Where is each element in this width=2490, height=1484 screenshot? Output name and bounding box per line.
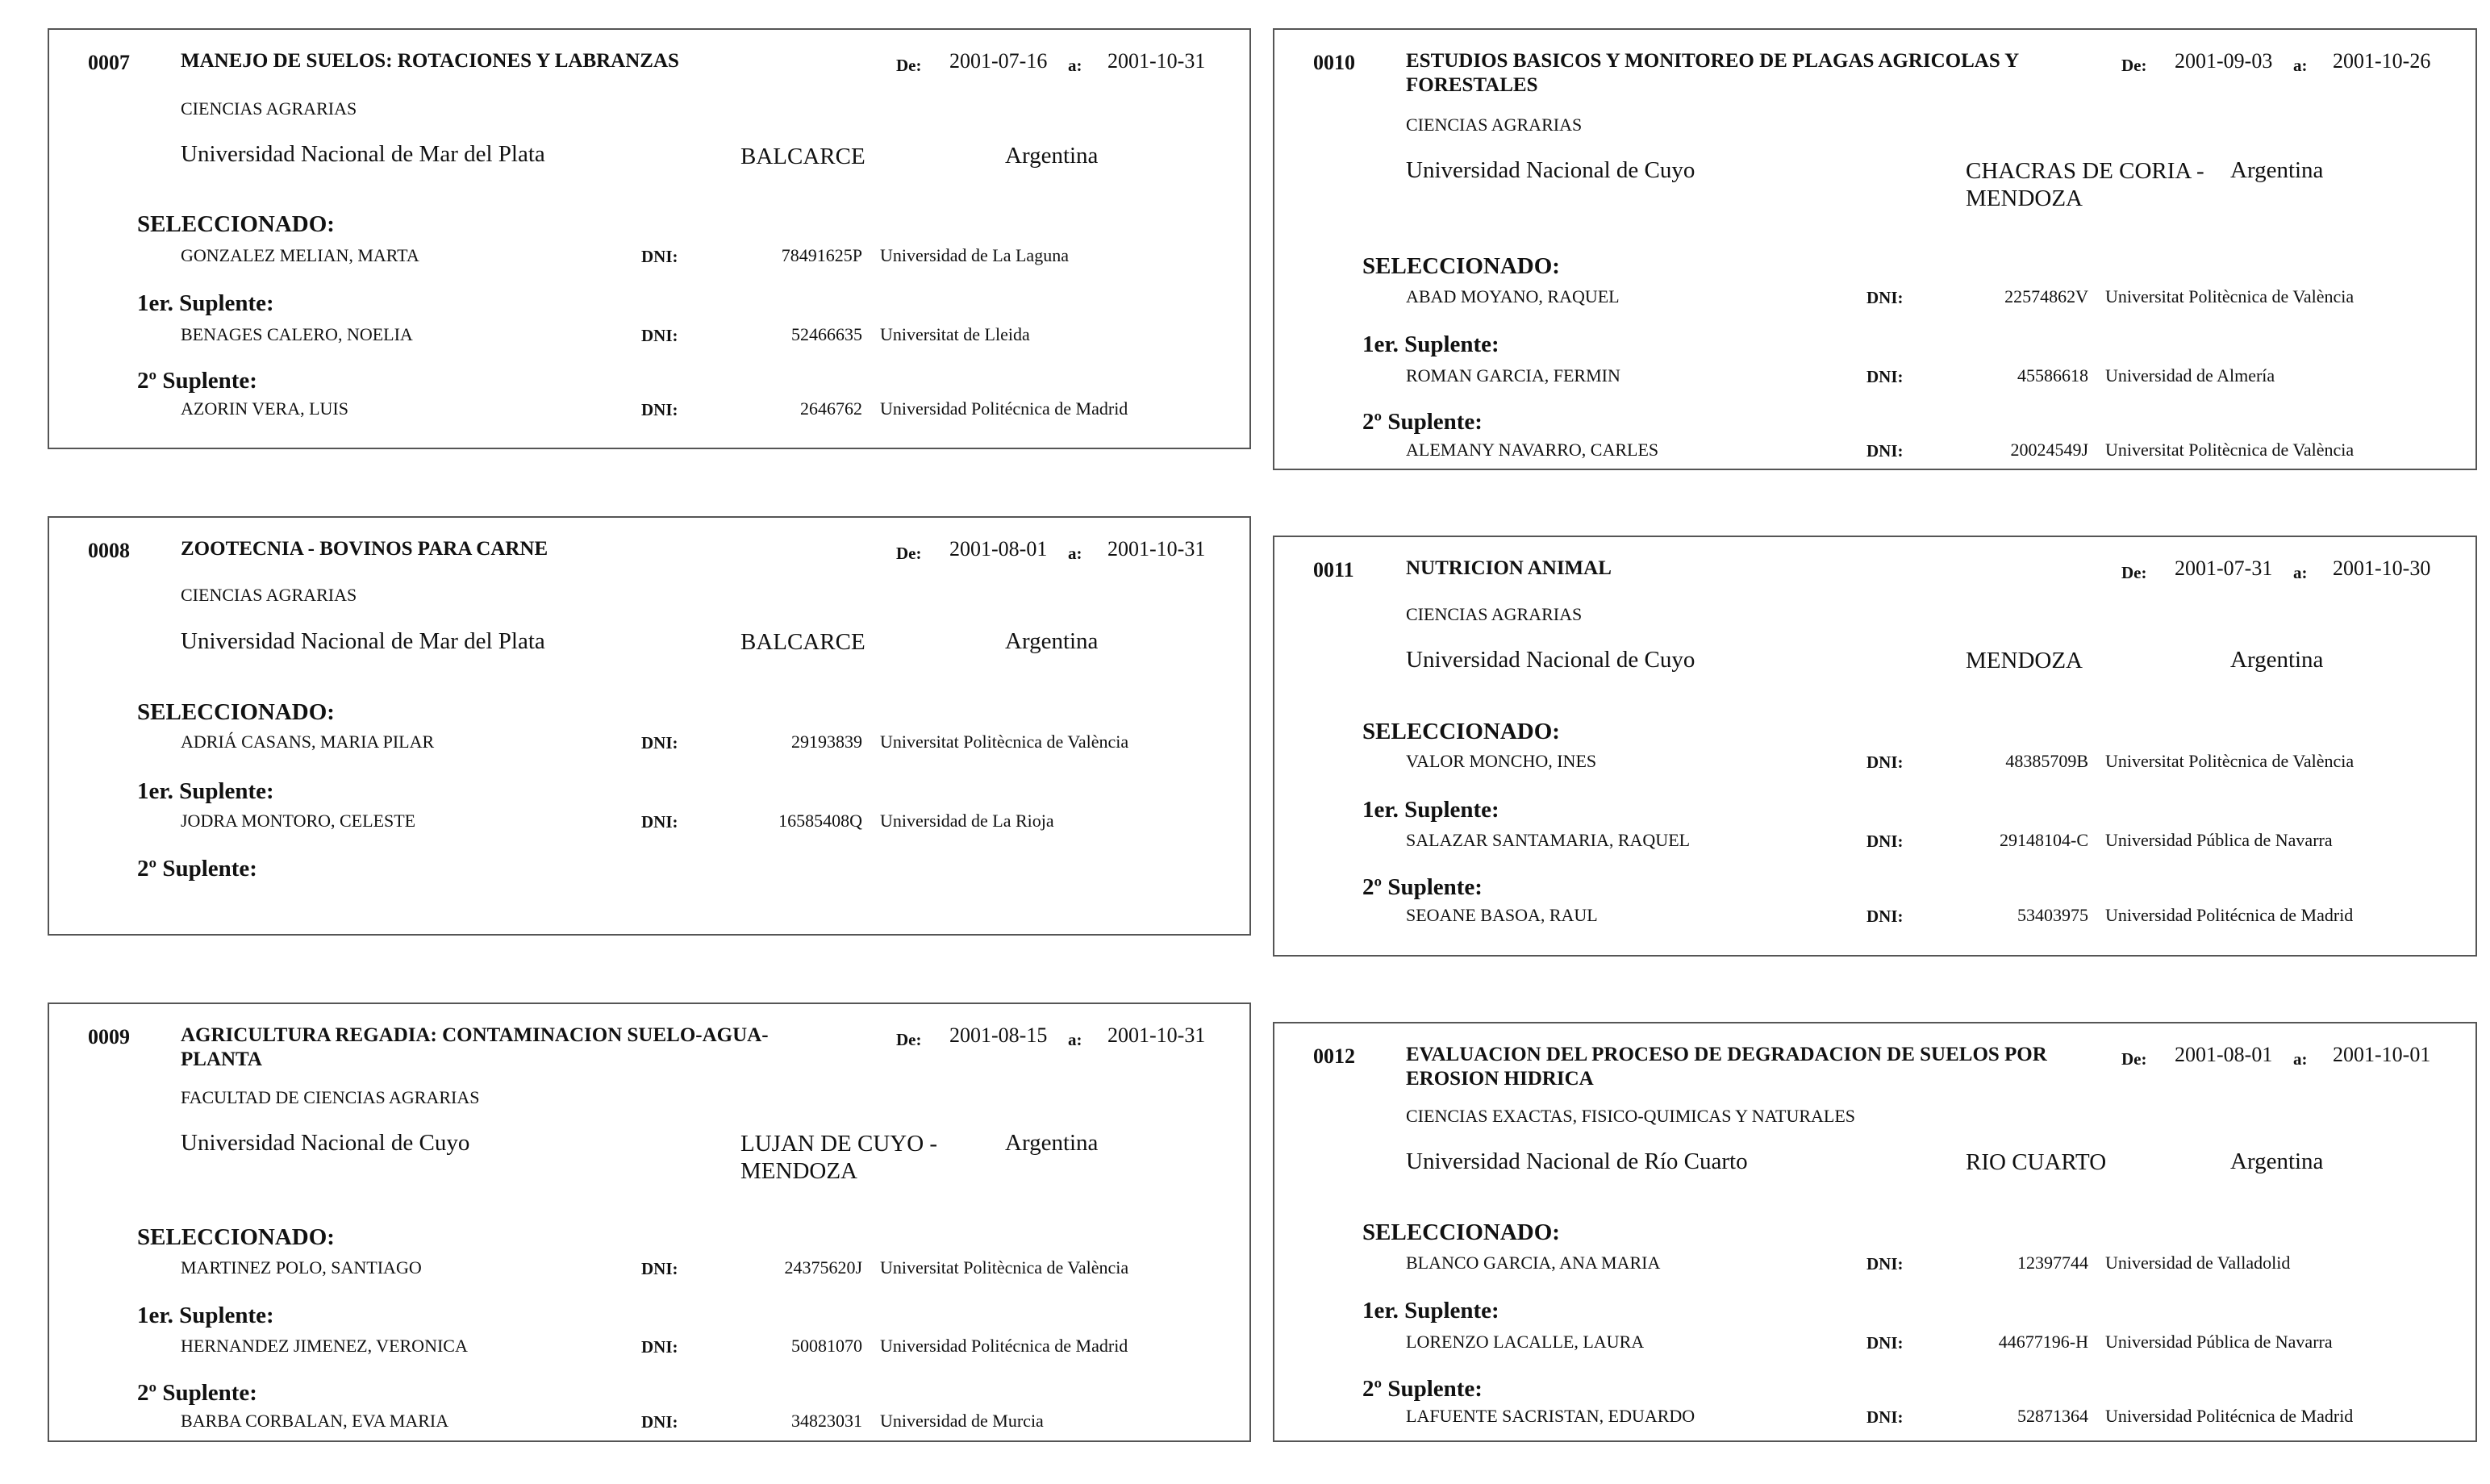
selected-name: GONZALEZ MELIAN, MARTA — [181, 245, 419, 265]
suplente2-university: Universidad Politécnica de Madrid — [2105, 1406, 2354, 1426]
date-from: 2001-08-15 — [949, 1023, 1048, 1047]
suplente1-university: Universidad de Almería — [2105, 365, 2275, 386]
host-university: Universidad Nacional de Cuyo — [1406, 647, 1695, 673]
suplente1-dni: 16585408Q — [778, 811, 862, 831]
faculty: CIENCIAS EXACTAS, FISICO-QUIMICAS Y NATURALES — [1406, 1106, 1856, 1126]
selected-dni: 22574862V — [2004, 286, 2088, 306]
country: Argentina — [1005, 143, 1099, 169]
suplente2-heading: 2º Suplente: — [137, 368, 257, 394]
faculty: FACULTAD DE CIENCIAS AGRARIAS — [181, 1087, 480, 1107]
suplente1-heading: 1er. Suplente: — [137, 290, 274, 316]
host-university: Universidad Nacional de Mar del Plata — [181, 628, 545, 654]
suplente2-dni: 2646762 — [800, 398, 862, 419]
dni-label: DNI: — [1866, 752, 1904, 772]
dni-label: DNI: — [1866, 441, 1904, 461]
suplente1-heading: 1er. Suplente: — [1362, 797, 1499, 823]
date-from: 2001-07-16 — [949, 49, 1048, 73]
suplente2-dni: 53403975 — [2017, 905, 2088, 925]
host-university: Universidad Nacional de Mar del Plata — [181, 141, 545, 167]
suplente1-university: Universitat de Lleida — [880, 324, 1030, 344]
selected-university: Universitat Politècnica de València — [880, 1257, 1129, 1278]
date-from-label: De: — [896, 1030, 922, 1049]
date-to-label: a: — [1068, 544, 1082, 563]
selected-heading: SELECCIONADO: — [1362, 1219, 1560, 1245]
suplente1-dni: 45586618 — [2017, 365, 2088, 386]
host-university: Universidad Nacional de Cuyo — [1406, 157, 1695, 183]
suplente2-heading: 2º Suplente: — [137, 1380, 257, 1406]
date-to-label: a: — [2293, 56, 2308, 75]
suplente1-university: Universidad Pública de Navarra — [2105, 1332, 2333, 1352]
project-title: ZOOTECNIA - BOVINOS PARA CARNE — [181, 538, 548, 560]
project-code: 0012 — [1313, 1044, 1355, 1068]
date-to-label: a: — [2293, 1049, 2308, 1069]
host-university: Universidad Nacional de Cuyo — [181, 1130, 470, 1156]
selected-heading: SELECCIONADO: — [137, 1224, 335, 1250]
date-from-label: De: — [2121, 56, 2147, 75]
selected-name: BLANCO GARCIA, ANA MARIA — [1406, 1253, 1661, 1273]
suplente1-dni: 52466635 — [791, 324, 862, 344]
suplente1-heading: 1er. Suplente: — [1362, 331, 1499, 357]
city: RIO CUARTO — [1966, 1149, 2107, 1175]
city: MENDOZA — [1966, 648, 2083, 673]
suplente2-name: AZORIN VERA, LUIS — [181, 398, 348, 419]
suplente2-dni: 34823031 — [791, 1411, 862, 1431]
city: CHACRAS DE CORIA - MENDOZA — [1966, 158, 2204, 211]
project-card — [48, 516, 1251, 936]
suplente1-university: Universidad de La Rioja — [880, 811, 1054, 831]
dni-label: DNI: — [641, 733, 678, 752]
suplente2-university: Universidad de Murcia — [880, 1411, 1044, 1431]
project-title: NUTRICION ANIMAL — [1406, 557, 1612, 579]
suplente2-university: Universitat Politècnica de València — [2105, 440, 2354, 460]
suplente2-heading: 2º Suplente: — [137, 856, 257, 882]
suplente2-heading: 2º Suplente: — [1362, 409, 1483, 435]
selected-university: Universitat Politècnica de València — [880, 732, 1129, 752]
project-title: EVALUACION DEL PROCESO DE DEGRADACION DE SUELOS POR EROSION HIDRICA — [1406, 1044, 2047, 1090]
selected-dni: 12397744 — [2017, 1253, 2088, 1273]
date-to: 2001-10-31 — [1107, 49, 1206, 73]
dni-label: DNI: — [1866, 1407, 1904, 1427]
date-from: 2001-08-01 — [2175, 1043, 2273, 1066]
suplente1-dni: 29148104-C — [2000, 830, 2088, 850]
selected-university: Universitat Politècnica de València — [2105, 751, 2354, 771]
date-to-label: a: — [1068, 56, 1082, 75]
selected-name: ADRIÁ CASANS, MARIA PILAR — [181, 732, 435, 752]
suplente1-heading: 1er. Suplente: — [137, 778, 274, 804]
suplente2-university: Universidad Politécnica de Madrid — [2105, 905, 2354, 925]
suplente2-name: ALEMANY NAVARRO, CARLES — [1406, 440, 1659, 460]
selected-name: MARTINEZ POLO, SANTIAGO — [181, 1257, 422, 1278]
dni-label: DNI: — [1866, 1333, 1904, 1353]
project-code: 0010 — [1313, 51, 1355, 74]
city: BALCARCE — [740, 144, 865, 169]
project-card — [1273, 536, 2477, 957]
date-to-label: a: — [2293, 563, 2308, 582]
selected-dni: 29193839 — [791, 732, 862, 752]
suplente2-dni: 20024549J — [2010, 440, 2088, 460]
suplente1-heading: 1er. Suplente: — [1362, 1298, 1499, 1324]
suplente1-name: HERNANDEZ JIMENEZ, VERONICA — [181, 1336, 468, 1356]
selected-university: Universidad de Valladolid — [2105, 1253, 2291, 1273]
date-from: 2001-08-01 — [949, 537, 1048, 561]
suplente1-name: BENAGES CALERO, NOELIA — [181, 324, 413, 344]
dni-label: DNI: — [641, 247, 678, 266]
suplente1-name: ROMAN GARCIA, FERMIN — [1406, 365, 1620, 386]
project-code: 0008 — [88, 539, 130, 562]
date-from-label: De: — [2121, 563, 2147, 582]
suplente1-university: Universidad Politécnica de Madrid — [880, 1336, 1128, 1356]
suplente1-name: JODRA MONTORO, CELESTE — [181, 811, 416, 831]
project-card — [48, 1003, 1251, 1442]
dni-label: DNI: — [641, 1337, 678, 1357]
selected-university: Universitat Politècnica de València — [2105, 286, 2354, 306]
dni-label: DNI: — [1866, 907, 1904, 926]
suplente2-name: SEOANE BASOA, RAUL — [1406, 905, 1598, 925]
selected-name: ABAD MOYANO, RAQUEL — [1406, 286, 1620, 306]
country: Argentina — [2230, 157, 2324, 183]
suplente1-dni: 50081070 — [791, 1336, 862, 1356]
suplente2-name: LAFUENTE SACRISTAN, EDUARDO — [1406, 1406, 1695, 1426]
date-from: 2001-09-03 — [2175, 49, 2273, 73]
faculty: CIENCIAS AGRARIAS — [1406, 115, 1583, 135]
city: LUJAN DE CUYO - MENDOZA — [740, 1131, 938, 1184]
selected-dni: 24375620J — [784, 1257, 862, 1278]
dni-label: DNI: — [641, 1412, 678, 1432]
faculty: CIENCIAS AGRARIAS — [181, 585, 357, 605]
dni-label: DNI: — [641, 326, 678, 345]
dni-label: DNI: — [641, 400, 678, 419]
suplente2-heading: 2º Suplente: — [1362, 874, 1483, 900]
dni-label: DNI: — [1866, 832, 1904, 851]
date-to: 2001-10-31 — [1107, 537, 1206, 561]
city: BALCARCE — [740, 629, 865, 655]
project-title: MANEJO DE SUELOS: ROTACIONES Y LABRANZAS — [181, 50, 679, 72]
project-code: 0011 — [1313, 558, 1354, 582]
date-to: 2001-10-01 — [2333, 1043, 2431, 1066]
date-to: 2001-10-30 — [2333, 556, 2431, 580]
suplente1-name: SALAZAR SANTAMARIA, RAQUEL — [1406, 830, 1691, 850]
country: Argentina — [2230, 647, 2324, 673]
dni-label: DNI: — [641, 812, 678, 832]
suplente2-name: BARBA CORBALAN, EVA MARIA — [181, 1411, 449, 1431]
selected-university: Universidad de La Laguna — [880, 245, 1069, 265]
selected-heading: SELECCIONADO: — [137, 699, 335, 725]
project-title: AGRICULTURA REGADIA: CONTAMINACION SUELO-AGUA-PLANTA — [181, 1024, 769, 1070]
date-from-label: De: — [896, 544, 922, 563]
project-code: 0009 — [88, 1025, 130, 1048]
date-to: 2001-10-26 — [2333, 49, 2431, 73]
selected-name: VALOR MONCHO, INES — [1406, 751, 1597, 771]
selected-dni: 78491625P — [781, 245, 862, 265]
selected-heading: SELECCIONADO: — [137, 211, 335, 237]
dni-label: DNI: — [1866, 367, 1904, 386]
dni-label: DNI: — [1866, 1254, 1904, 1273]
date-from-label: De: — [2121, 1049, 2147, 1069]
suplente1-name: LORENZO LACALLE, LAURA — [1406, 1332, 1645, 1352]
suplente1-heading: 1er. Suplente: — [137, 1303, 274, 1328]
date-to-label: a: — [1068, 1030, 1082, 1049]
selected-heading: SELECCIONADO: — [1362, 253, 1560, 279]
suplente2-dni: 52871364 — [2017, 1406, 2088, 1426]
host-university: Universidad Nacional de Río Cuarto — [1406, 1148, 1748, 1174]
date-to: 2001-10-31 — [1107, 1023, 1206, 1047]
suplente1-university: Universidad Pública de Navarra — [2105, 830, 2333, 850]
project-code: 0007 — [88, 51, 130, 74]
faculty: CIENCIAS AGRARIAS — [1406, 604, 1583, 624]
selected-dni: 48385709B — [2005, 751, 2088, 771]
suplente1-dni: 44677196-H — [1998, 1332, 2088, 1352]
dni-label: DNI: — [641, 1259, 678, 1278]
project-card — [48, 28, 1251, 449]
date-from-label: De: — [896, 56, 922, 75]
date-from: 2001-07-31 — [2175, 556, 2273, 580]
country: Argentina — [2230, 1148, 2324, 1174]
country: Argentina — [1005, 628, 1099, 654]
selected-heading: SELECCIONADO: — [1362, 719, 1560, 744]
project-title: ESTUDIOS BASICOS Y MONITOREO DE PLAGAS AGRICOLAS Y FORESTALES — [1406, 50, 2019, 96]
suplente2-university: Universidad Politécnica de Madrid — [880, 398, 1128, 419]
country: Argentina — [1005, 1130, 1099, 1156]
dni-label: DNI: — [1866, 288, 1904, 307]
project-card — [1273, 1022, 2477, 1442]
faculty: CIENCIAS AGRARIAS — [181, 98, 357, 119]
project-card — [1273, 28, 2477, 470]
suplente2-heading: 2º Suplente: — [1362, 1376, 1483, 1402]
